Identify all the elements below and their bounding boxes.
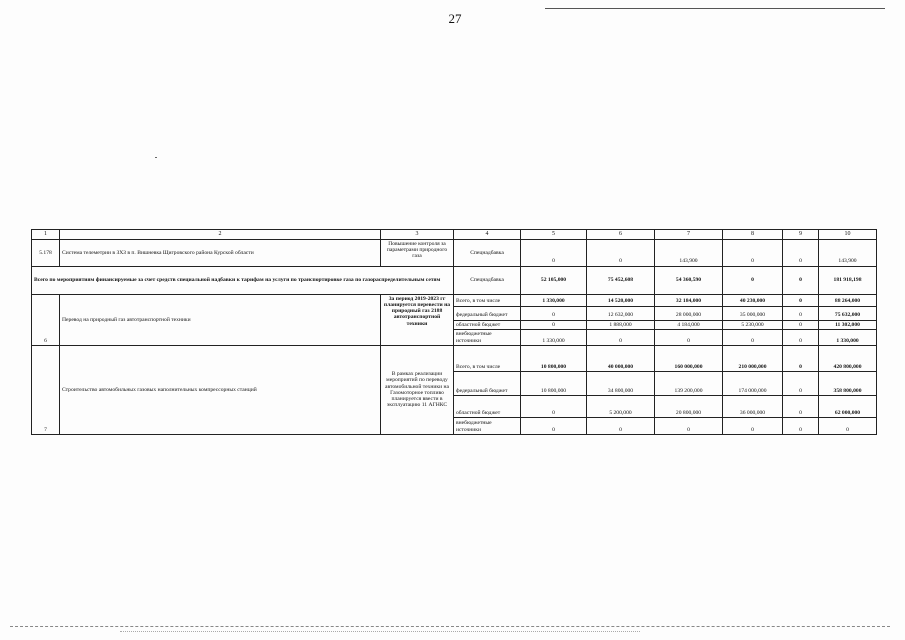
table-row xyxy=(32,345,877,371)
row-number: 7 xyxy=(32,345,60,434)
value-cell: 0 xyxy=(783,294,819,306)
value-cell: 5 230,000 xyxy=(723,320,783,329)
value-cell: 0 xyxy=(783,239,819,266)
value-cell: 10 800,000 xyxy=(521,345,587,371)
value-cell: 75 452,608 xyxy=(587,266,655,294)
total-row xyxy=(32,266,877,294)
value-cell: 143,900 xyxy=(819,239,877,266)
value-cell: 14 520,000 xyxy=(587,294,655,306)
value-cell: 12 632,000 xyxy=(587,306,655,320)
expected-result: Повышение контроля за параметрами природного газа xyxy=(381,239,454,266)
total-label: Всего по мероприятиям финансируемые за счет средств специальной надбавки к тарифам на услуги по транспортировке газа по газораспределительным сетям xyxy=(32,266,454,294)
funding-source: Всего, в том числе xyxy=(454,345,521,371)
value-cell: 20 800,000 xyxy=(655,395,723,417)
value-cell: 0 xyxy=(723,329,783,345)
value-cell: 0 xyxy=(655,329,723,345)
scan-artifact-line xyxy=(120,631,640,633)
header-cell: 9 xyxy=(783,230,819,240)
page-number: 27 xyxy=(448,11,462,26)
header-cell: 10 xyxy=(819,230,877,240)
value-cell: 143,900 xyxy=(655,239,723,266)
funding-source: областной бюджет xyxy=(454,395,521,417)
header-cell: 1 xyxy=(32,230,60,240)
header-cell: 8 xyxy=(723,230,783,240)
expected-result: За период 2019-2023 гг планируется перевести на природный газ 2188 автотранспортной техники xyxy=(381,294,454,345)
header-cell: 7 xyxy=(655,230,723,240)
header-row xyxy=(32,230,877,240)
scan-artifact-line xyxy=(545,8,885,9)
value-cell: 1 888,000 xyxy=(587,320,655,329)
scan-artifact-dot xyxy=(155,157,157,158)
table-row xyxy=(32,239,877,266)
value-cell: 0 xyxy=(587,329,655,345)
value-cell: 62 000,000 xyxy=(819,395,877,417)
value-cell: 0 xyxy=(783,395,819,417)
value-cell: 174 000,000 xyxy=(723,371,783,395)
header-cell: 6 xyxy=(587,230,655,240)
row-number: 5.178 xyxy=(32,239,60,266)
value-cell: 358 800,000 xyxy=(819,371,877,395)
value-cell: 0 xyxy=(723,266,783,294)
funding-source: Всего, в том числе xyxy=(454,294,521,306)
value-cell: 88 264,000 xyxy=(819,294,877,306)
expected-result: В рамках реализации мероприятий по переводу автомобильной техники на Газомоторное топливо планируется ввести в эксплуатацию 11 АГНКС xyxy=(381,345,454,434)
value-cell: 10 800,000 xyxy=(521,371,587,395)
header-cell: 3 xyxy=(381,230,454,240)
value-cell: 1 330,000 xyxy=(521,294,587,306)
value-cell: 35 000,000 xyxy=(723,306,783,320)
value-cell: 0 xyxy=(723,239,783,266)
row-number: 6 xyxy=(32,294,60,345)
value-cell: 181 918,198 xyxy=(819,266,877,294)
value-cell: 54 360,590 xyxy=(655,266,723,294)
table-row xyxy=(32,294,877,306)
value-cell: 0 xyxy=(783,329,819,345)
header-cell: 5 xyxy=(521,230,587,240)
measure-name: Строительство автомобильных газовых наполнительных компрессорных станций xyxy=(60,345,381,434)
value-cell: 0 xyxy=(783,371,819,395)
value-cell: 40 000,000 xyxy=(587,345,655,371)
value-cell: 11 302,000 xyxy=(819,320,877,329)
funding-source: федеральный бюджет xyxy=(454,371,521,395)
value-cell: 210 000,000 xyxy=(723,345,783,371)
value-cell: 40 230,000 xyxy=(723,294,783,306)
header-cell: 4 xyxy=(454,230,521,240)
value-cell: 1 330,000 xyxy=(819,329,877,345)
value-cell: 32 184,000 xyxy=(655,294,723,306)
funding-source: внебюджетные источники xyxy=(454,417,521,434)
funding-source: Спецнадбавка xyxy=(454,266,521,294)
value-cell: 160 000,000 xyxy=(655,345,723,371)
value-cell: 0 xyxy=(723,417,783,434)
measure-name: Перевод на природный газ автотранспортной техники xyxy=(60,294,381,345)
value-cell: 0 xyxy=(521,417,587,434)
budget-table xyxy=(31,229,877,435)
value-cell: 0 xyxy=(819,417,877,434)
value-cell: 34 800,000 xyxy=(587,371,655,395)
value-cell: 0 xyxy=(521,239,587,266)
value-cell: 0 xyxy=(783,320,819,329)
value-cell: 1 330,000 xyxy=(521,329,587,345)
measure-name: Система телеметрии в ЗХЗ в п. Вишневка Щигровского района Курской области xyxy=(60,239,381,266)
value-cell: 0 xyxy=(783,266,819,294)
value-cell: 28 000,000 xyxy=(655,306,723,320)
value-cell: 52 105,000 xyxy=(521,266,587,294)
value-cell: 420 800,000 xyxy=(819,345,877,371)
value-cell: 0 xyxy=(783,306,819,320)
value-cell: 4 184,000 xyxy=(655,320,723,329)
funding-source: федеральный бюджет xyxy=(454,306,521,320)
funding-source: областной бюджет xyxy=(454,320,521,329)
value-cell: 0 xyxy=(655,417,723,434)
value-cell: 0 xyxy=(783,345,819,371)
value-cell: 75 632,000 xyxy=(819,306,877,320)
funding-source: Спецнадбавка xyxy=(454,239,521,266)
header-cell: 2 xyxy=(60,230,381,240)
funding-source: внебюджетные источники xyxy=(454,329,521,345)
value-cell: 0 xyxy=(587,417,655,434)
value-cell: 0 xyxy=(521,306,587,320)
value-cell: 0 xyxy=(587,239,655,266)
scan-artifact-line xyxy=(10,626,890,628)
value-cell: 5 200,000 xyxy=(587,395,655,417)
value-cell: 0 xyxy=(521,395,587,417)
value-cell: 139 200,000 xyxy=(655,371,723,395)
value-cell: 36 000,000 xyxy=(723,395,783,417)
value-cell: 0 xyxy=(521,320,587,329)
value-cell: 0 xyxy=(783,417,819,434)
